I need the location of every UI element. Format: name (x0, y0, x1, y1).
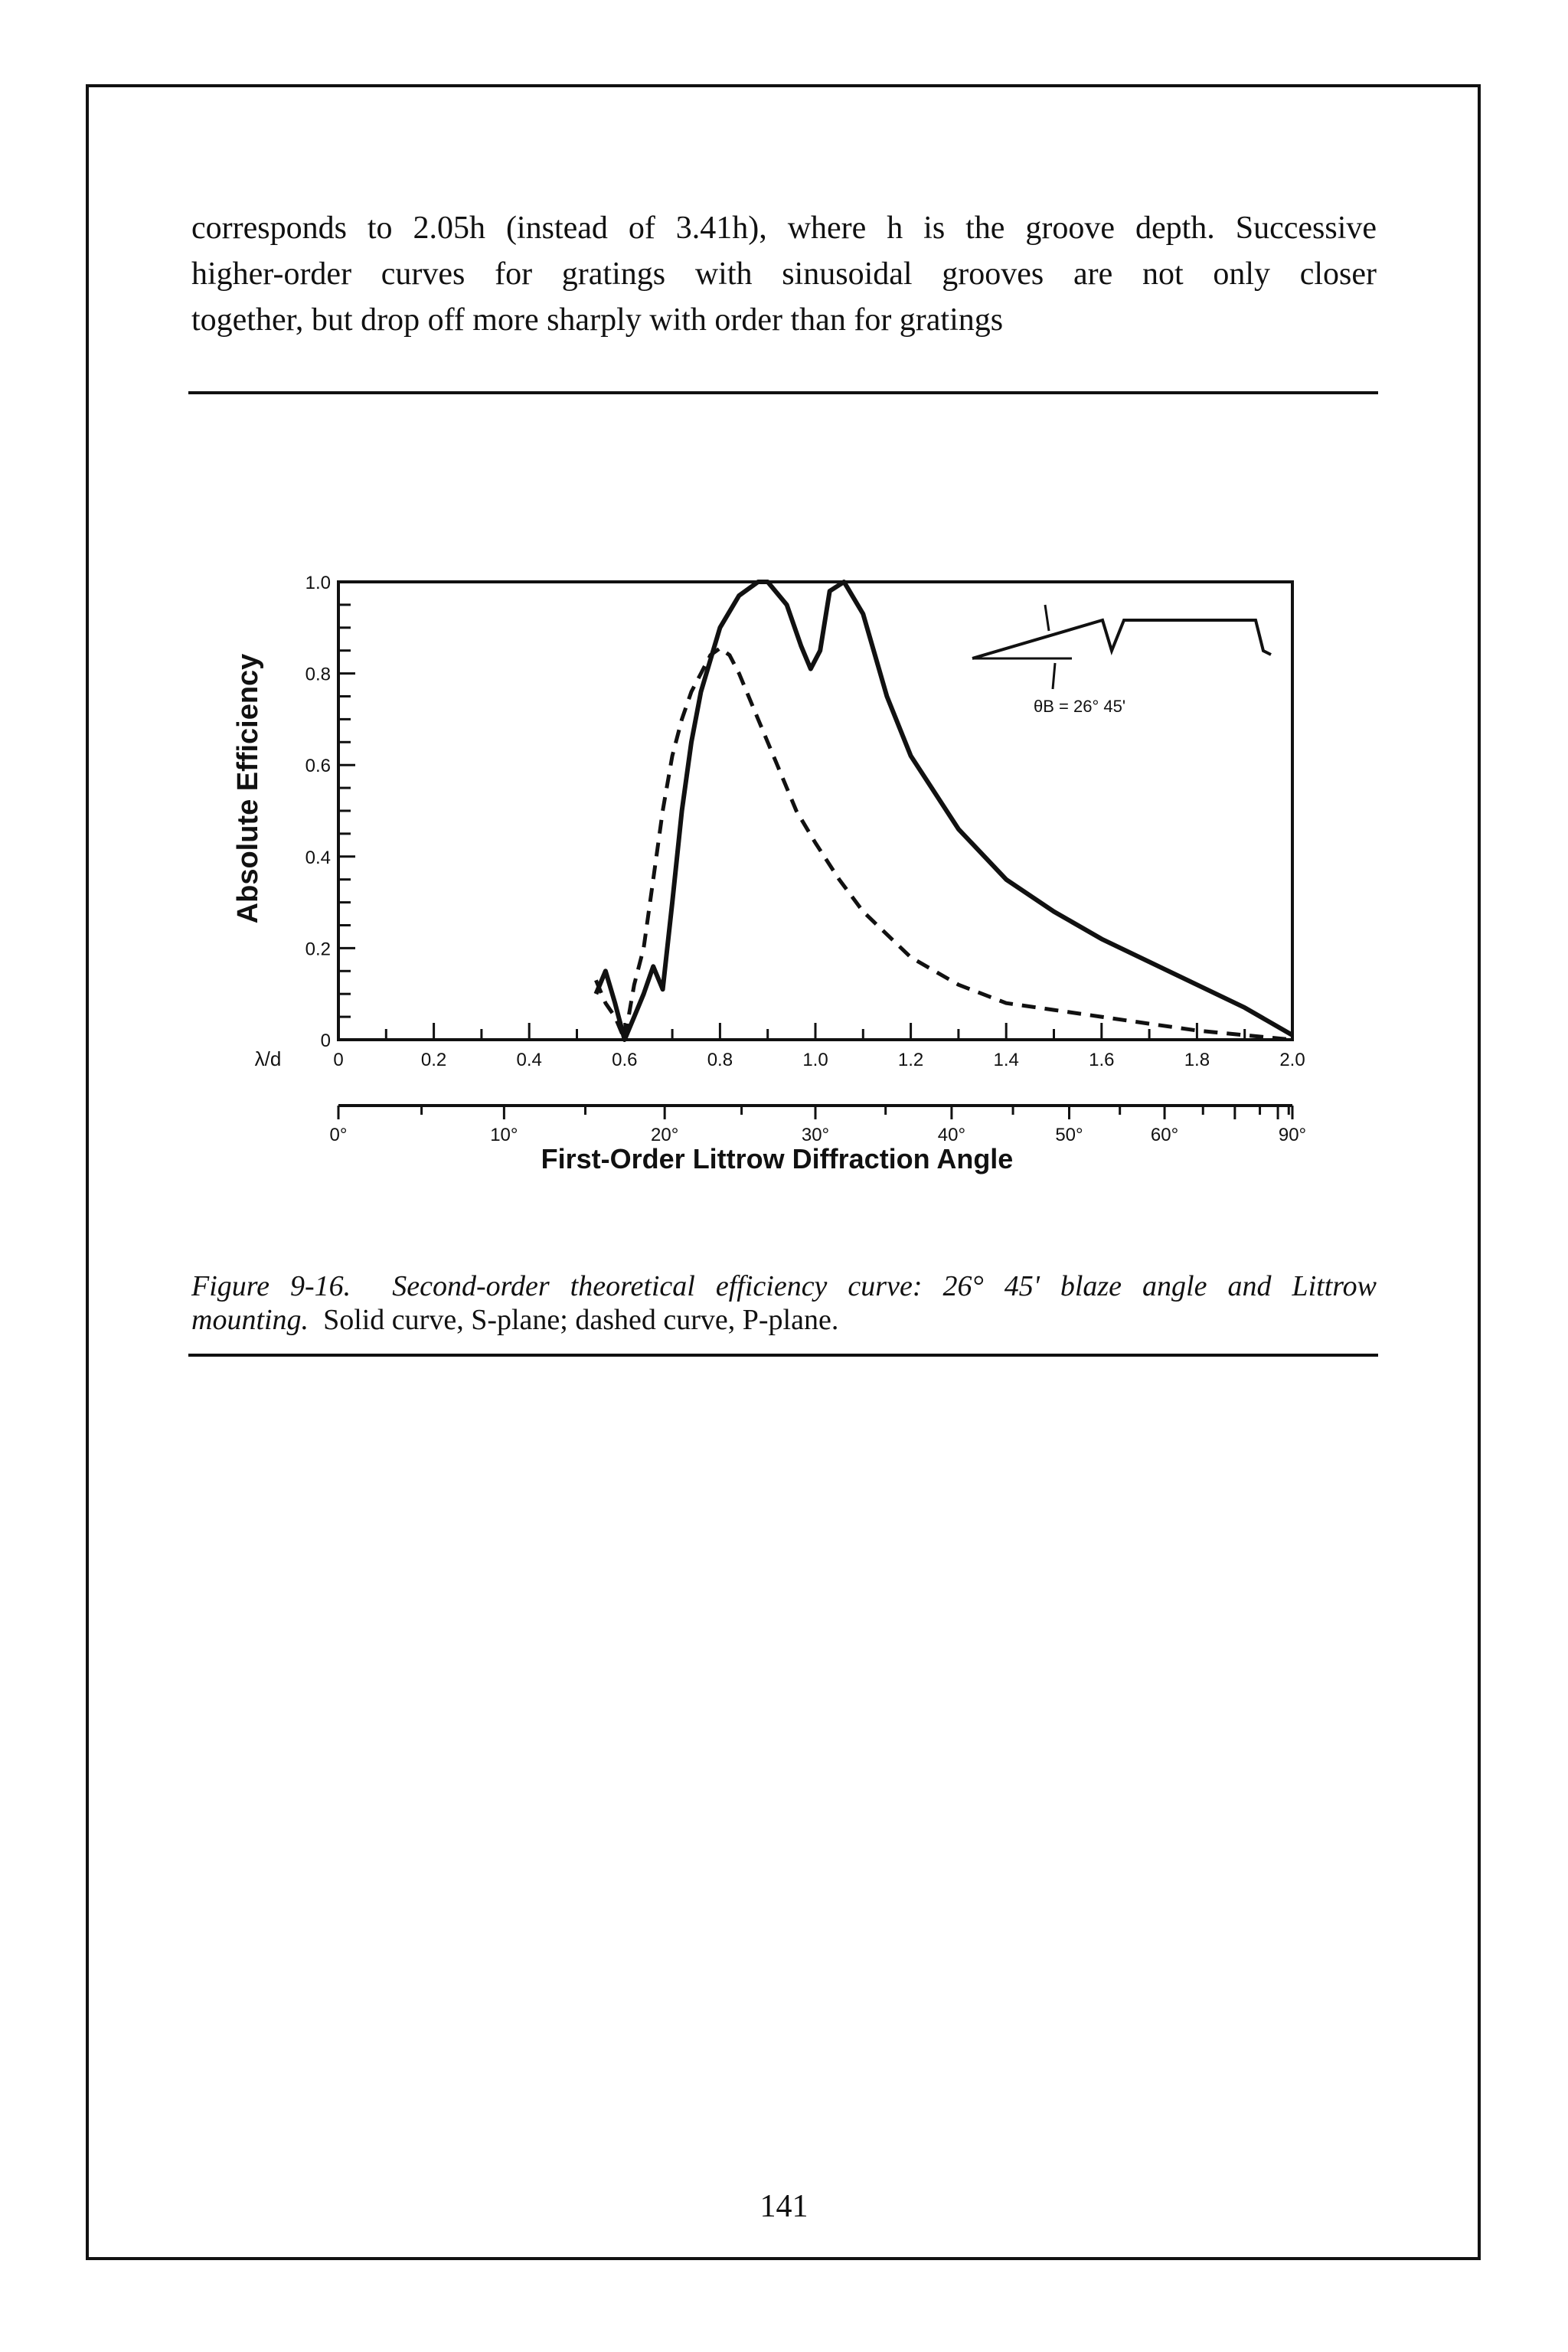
groove-profile-icon (972, 620, 1271, 658)
x-tick-label: 0.6 (612, 1050, 638, 1070)
caption-italic-text: Second-order theoretical efficiency curve: 26° 45' blaze angle and Littrow (392, 1270, 1377, 1302)
x-tick-label: 1.8 (1184, 1050, 1210, 1070)
angle-tick-label: 20° (651, 1125, 679, 1145)
caption-label: Figure 9-16. (191, 1270, 351, 1302)
angle-tick-label: 40° (937, 1125, 966, 1145)
angle-tick-label: 30° (801, 1125, 830, 1145)
y-tick-label: 0.6 (305, 756, 331, 777)
caption-plain-text: Solid curve, S-plane; dashed curve, P-plane. (323, 1304, 839, 1336)
body-line-1: corresponds to 2.05h (instead of 3.41h), where h is the groove depth. Successive (191, 211, 1377, 246)
top-rule (188, 391, 1378, 394)
x-tick-label: 1.0 (802, 1050, 828, 1070)
body-line-2: higher-order curves for gratings with sinusoidal grooves are not only closer (191, 256, 1377, 292)
body-text (191, 205, 1377, 343)
x-tick-label: 1.2 (897, 1050, 924, 1070)
angle-tick-label: 90° (1278, 1125, 1307, 1145)
y-tick-label: 0.4 (305, 847, 331, 868)
x-tick-label: 2.0 (1279, 1050, 1305, 1070)
x-tick-label: 0.8 (707, 1050, 733, 1070)
angle-tick-label: 0° (329, 1125, 348, 1145)
y-tick-label: 0 (320, 1031, 331, 1051)
x-tick-label: 1.6 (1089, 1050, 1115, 1070)
figure-caption (191, 1269, 1377, 1337)
y-tick-label: 0.8 (305, 664, 331, 685)
x-axis-label: λ/d (254, 1047, 282, 1070)
bottom-rule (188, 1354, 1378, 1357)
figure (222, 559, 1332, 1248)
groove-profile-inset (972, 605, 1271, 716)
y-axis-label: Absolute Efficiency (232, 653, 264, 924)
x-tick-label: 0.4 (516, 1050, 542, 1070)
x-tick-label: 1.4 (993, 1050, 1019, 1070)
y-tick-label: 0.2 (305, 939, 331, 960)
page-number: 141 (760, 2189, 808, 2224)
y-tick-label: 1.0 (305, 573, 331, 593)
series-solid-line (596, 582, 1292, 1040)
caption-line-2 (191, 1303, 1377, 1337)
caption-italic-text-2: mounting. (191, 1304, 309, 1336)
angle-axis-label: First-Order Littrow Diffraction Angle (541, 1143, 1014, 1174)
plot-frame (338, 582, 1292, 1040)
angle-tick-label: 50° (1055, 1125, 1083, 1145)
x-tick-label: 0.2 (420, 1050, 447, 1070)
angle-tick-label: 10° (490, 1125, 518, 1145)
body-line-3: together, but drop off more sharply with order than for gratings (191, 302, 1004, 338)
blaze-angle-label: θB = 26° 45' (1034, 697, 1126, 716)
caption-line-1 (191, 1269, 1377, 1303)
blaze-arrow-top (1045, 605, 1049, 631)
blaze-arrow-bottom (1053, 663, 1055, 689)
x-tick-label: 0 (333, 1050, 344, 1070)
efficiency-chart (222, 559, 1332, 1248)
angle-tick-label: 60° (1150, 1125, 1179, 1145)
